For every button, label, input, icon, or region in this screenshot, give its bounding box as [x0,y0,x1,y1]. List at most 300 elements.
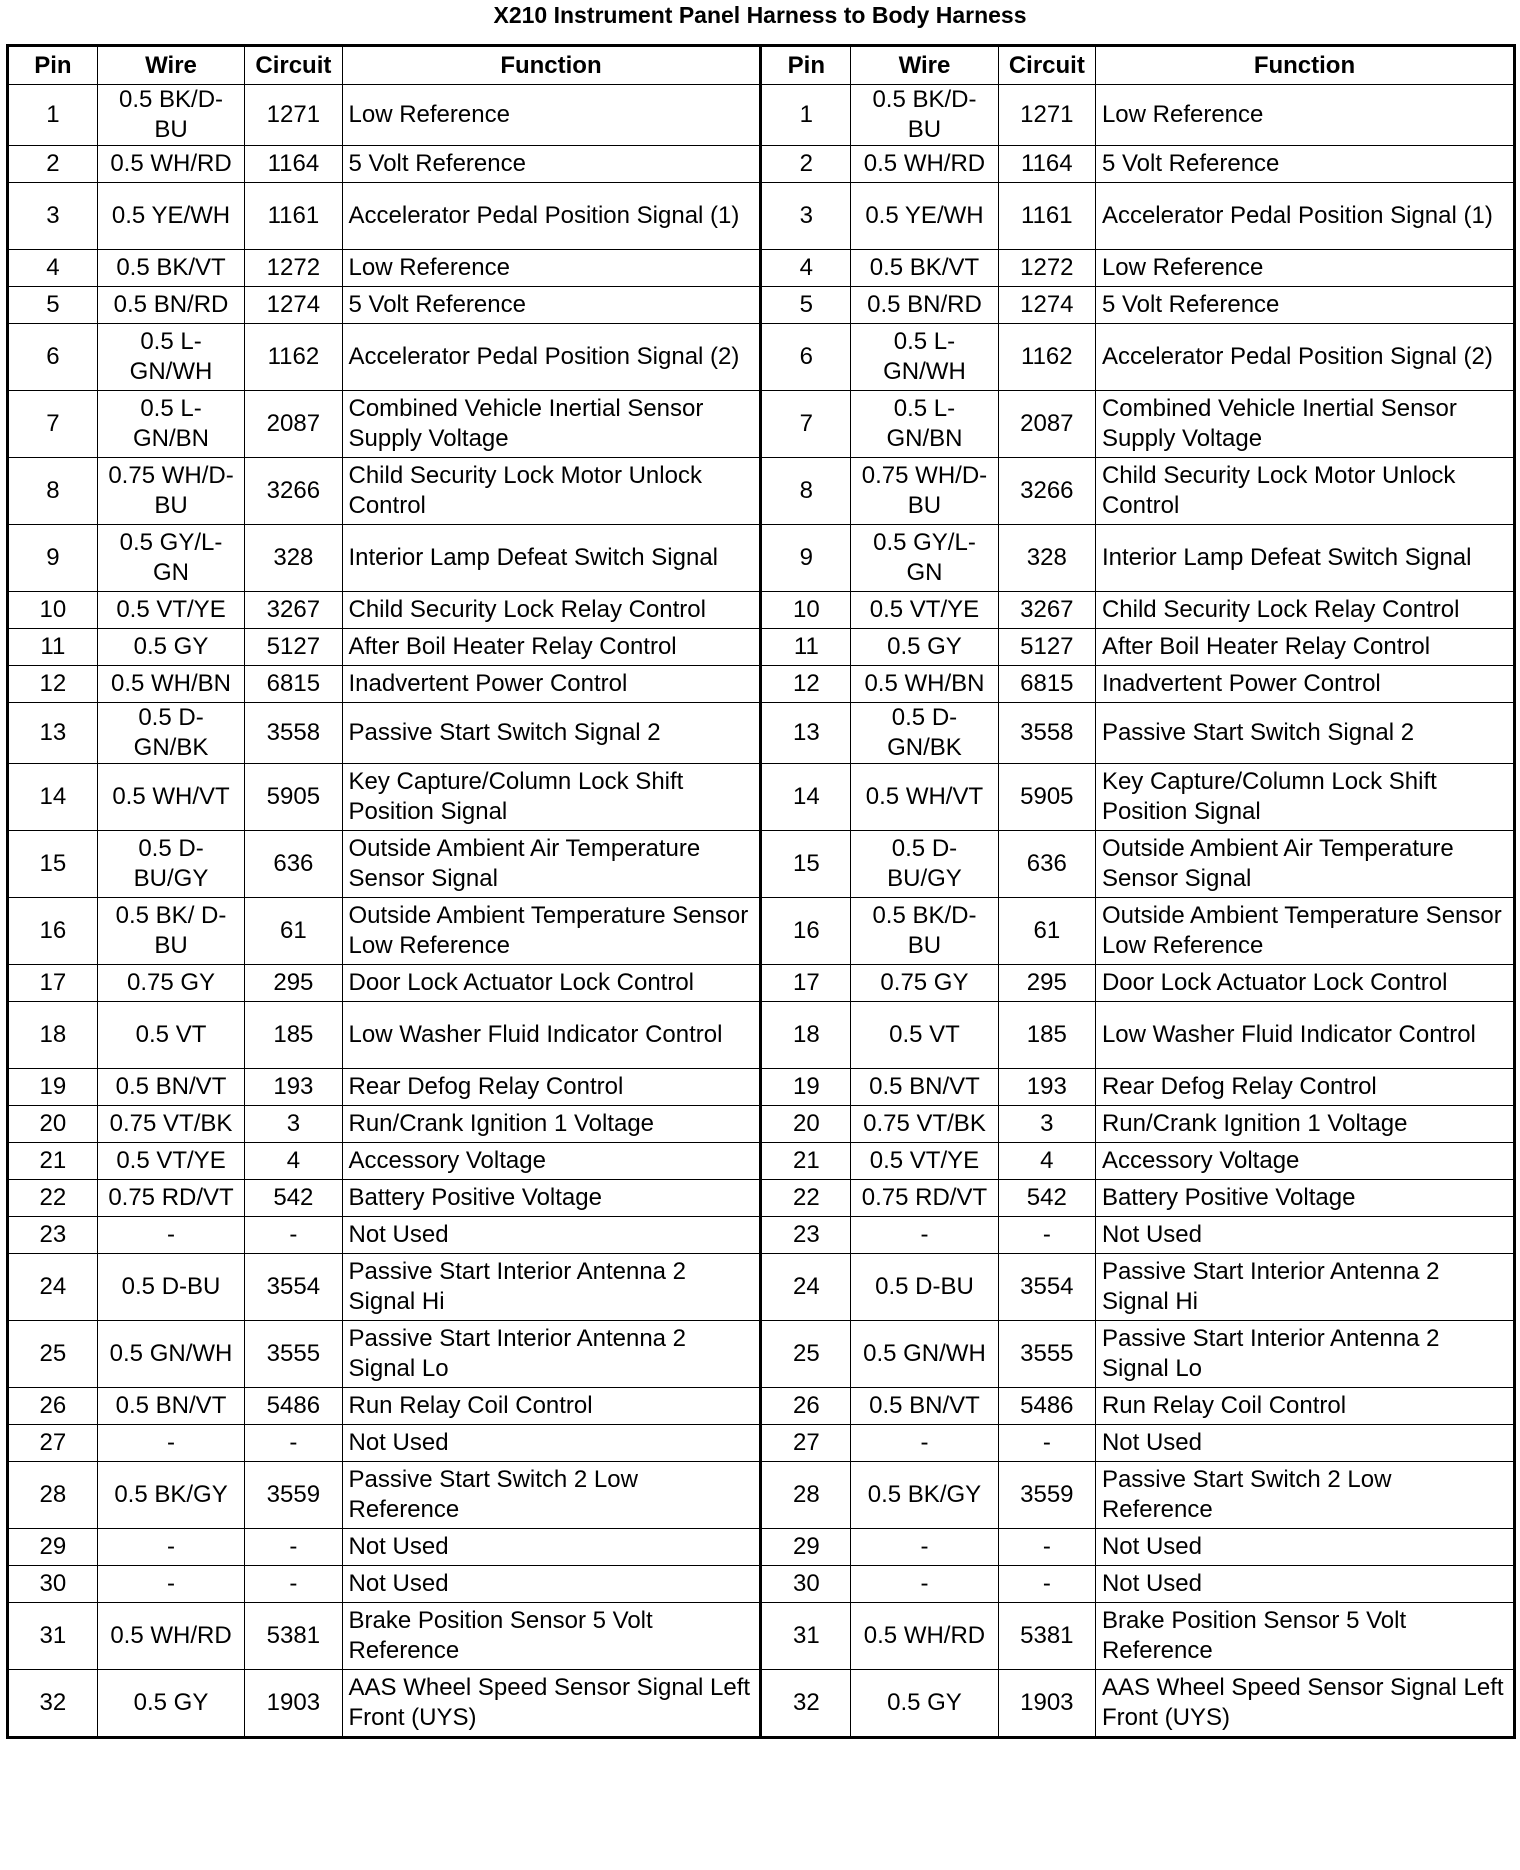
function-cell: Passive Start Interior Antenna 2 Signal Lo [1095,1321,1514,1388]
wire-cell: 0.5 VT [97,1002,244,1069]
pin-cell: 17 [8,965,98,1002]
circuit-cell: 3558 [245,703,342,764]
circuit-cell: 2087 [998,391,1095,458]
pin-cell: 11 [761,629,851,666]
wire-cell: 0.75 RD/VT [851,1180,998,1217]
circuit-cell: - [245,1529,342,1566]
pin-cell: 3 [761,183,851,250]
table-row [8,1106,1515,1143]
circuit-cell: 328 [998,525,1095,592]
table-row [8,965,1515,1002]
table-row [8,1529,1515,1566]
pin-cell: 5 [761,287,851,324]
circuit-cell: 1162 [998,324,1095,391]
pin-cell: 12 [761,666,851,703]
pin-cell: 18 [8,1002,98,1069]
table-row [8,1180,1515,1217]
table-row [8,391,1515,458]
header-wire: Wire [97,46,244,85]
circuit-cell: 193 [245,1069,342,1106]
pin-cell: 22 [8,1180,98,1217]
table-row [8,1462,1515,1529]
header-circuit: Circuit [998,46,1095,85]
wire-cell: 0.5 BK/VT [851,250,998,287]
pin-cell: 19 [8,1069,98,1106]
function-cell: Outside Ambient Air Temperature Sensor Signal [1095,831,1514,898]
function-cell: Accessory Voltage [1095,1143,1514,1180]
table-row [8,764,1515,831]
wire-cell: 0.5 YE/WH [97,183,244,250]
function-cell: Passive Start Interior Antenna 2 Signal Hi [1095,1254,1514,1321]
table-row [8,1143,1515,1180]
table-row [8,1425,1515,1462]
wire-cell: 0.5 WH/RD [97,146,244,183]
wire-cell: 0.5 VT/YE [851,592,998,629]
wire-cell: - [97,1425,244,1462]
wire-cell: 0.75 RD/VT [97,1180,244,1217]
function-cell: Passive Start Switch Signal 2 [1095,703,1514,764]
circuit-cell: 1162 [245,324,342,391]
function-cell: Low Reference [1095,85,1514,146]
table-row [8,629,1515,666]
table-row [8,1321,1515,1388]
circuit-cell: - [998,1217,1095,1254]
circuit-cell: 1274 [998,287,1095,324]
pin-cell: 31 [761,1603,851,1670]
wire-cell: 0.5 GY [851,629,998,666]
function-cell: AAS Wheel Speed Sensor Signal Left Front (UYS) [342,1670,761,1738]
function-cell: 5 Volt Reference [1095,287,1514,324]
pin-cell: 20 [761,1106,851,1143]
wire-cell: 0.75 GY [97,965,244,1002]
function-cell: Accelerator Pedal Position Signal (2) [342,324,761,391]
pin-cell: 6 [761,324,851,391]
table-row [8,1388,1515,1425]
pin-cell: 26 [8,1388,98,1425]
wire-cell: 0.5 VT/YE [97,1143,244,1180]
circuit-cell: 3559 [998,1462,1095,1529]
function-cell: Door Lock Actuator Lock Control [342,965,761,1002]
pin-cell: 26 [761,1388,851,1425]
pin-cell: 8 [761,458,851,525]
function-cell: Passive Start Switch 2 Low Reference [342,1462,761,1529]
wire-cell: - [97,1566,244,1603]
wire-cell: 0.5 D-BU/GY [851,831,998,898]
pin-cell: 24 [8,1254,98,1321]
pin-cell: 15 [761,831,851,898]
function-cell: Not Used [342,1529,761,1566]
circuit-cell: 1161 [998,183,1095,250]
pin-cell: 29 [8,1529,98,1566]
function-cell: Not Used [1095,1529,1514,1566]
pin-cell: 18 [761,1002,851,1069]
circuit-cell: 185 [998,1002,1095,1069]
pin-cell: 9 [8,525,98,592]
function-cell: Passive Start Interior Antenna 2 Signal Hi [342,1254,761,1321]
wire-cell: 0.75 GY [851,965,998,1002]
pin-cell: 4 [761,250,851,287]
wire-cell: 0.5 BN/VT [97,1388,244,1425]
table-row [8,703,1515,764]
pin-cell: 32 [761,1670,851,1738]
function-cell: Passive Start Switch 2 Low Reference [1095,1462,1514,1529]
wire-cell: - [851,1529,998,1566]
function-cell: Not Used [1095,1425,1514,1462]
wire-cell: 0.5 D-GN/BK [97,703,244,764]
pin-cell: 23 [8,1217,98,1254]
function-cell: Child Security Lock Relay Control [1095,592,1514,629]
wire-cell: 0.5 D-BU [97,1254,244,1321]
pin-cell: 30 [761,1566,851,1603]
pin-cell: 8 [8,458,98,525]
function-cell: After Boil Heater Relay Control [1095,629,1514,666]
pin-cell: 13 [8,703,98,764]
header-row [8,46,1515,85]
header-function: Function [1095,46,1514,85]
pinout-table [6,44,1516,1739]
wire-cell: - [97,1217,244,1254]
pin-cell: 20 [8,1106,98,1143]
header-pin: Pin [8,46,98,85]
table-row [8,898,1515,965]
wire-cell: 0.75 WH/D-BU [97,458,244,525]
pin-cell: 2 [761,146,851,183]
pin-cell: 32 [8,1670,98,1738]
function-cell: Battery Positive Voltage [1095,1180,1514,1217]
pin-cell: 25 [8,1321,98,1388]
table-row [8,1566,1515,1603]
circuit-cell: 3555 [998,1321,1095,1388]
circuit-cell: 3554 [998,1254,1095,1321]
pin-cell: 16 [761,898,851,965]
pin-cell: 14 [8,764,98,831]
circuit-cell: 1164 [245,146,342,183]
circuit-cell: 3558 [998,703,1095,764]
circuit-cell: 1164 [998,146,1095,183]
pin-cell: 31 [8,1603,98,1670]
function-cell: Accelerator Pedal Position Signal (1) [1095,183,1514,250]
function-cell: Outside Ambient Temperature Sensor Low Reference [342,898,761,965]
wire-cell: 0.5 D-GN/BK [851,703,998,764]
circuit-cell: 6815 [998,666,1095,703]
wire-cell: 0.5 BN/VT [97,1069,244,1106]
wire-cell: 0.5 WH/RD [851,146,998,183]
wire-cell: 0.5 BK/D-BU [851,898,998,965]
function-cell: Outside Ambient Temperature Sensor Low Reference [1095,898,1514,965]
function-cell: 5 Volt Reference [342,146,761,183]
circuit-cell: - [245,1566,342,1603]
table-row [8,1670,1515,1738]
function-cell: Child Security Lock Motor Unlock Control [342,458,761,525]
pin-cell: 28 [8,1462,98,1529]
circuit-cell: 61 [245,898,342,965]
function-cell: Rear Defog Relay Control [342,1069,761,1106]
wire-cell: 0.5 L-GN/BN [97,391,244,458]
wire-cell: 0.5 GN/WH [97,1321,244,1388]
circuit-cell: 4 [245,1143,342,1180]
page-title: X210 Instrument Panel Harness to Body Harness [493,2,1027,28]
function-cell: Brake Position Sensor 5 Volt Reference [342,1603,761,1670]
wire-cell: - [97,1529,244,1566]
table-row [8,250,1515,287]
table-row [8,458,1515,525]
circuit-cell: 1274 [245,287,342,324]
circuit-cell: 3267 [998,592,1095,629]
table-body [8,85,1515,1738]
circuit-cell: 3 [245,1106,342,1143]
pin-cell: 3 [8,183,98,250]
table-row [8,1254,1515,1321]
circuit-cell: 2087 [245,391,342,458]
pin-cell: 5 [8,287,98,324]
pin-cell: 30 [8,1566,98,1603]
circuit-cell: 61 [998,898,1095,965]
function-cell: Interior Lamp Defeat Switch Signal [1095,525,1514,592]
table-row [8,1002,1515,1069]
circuit-cell: 1903 [998,1670,1095,1738]
circuit-cell: 328 [245,525,342,592]
pin-cell: 12 [8,666,98,703]
circuit-cell: 5905 [998,764,1095,831]
circuit-cell: 295 [998,965,1095,1002]
function-cell: AAS Wheel Speed Sensor Signal Left Front (UYS) [1095,1670,1514,1738]
function-cell: Interior Lamp Defeat Switch Signal [342,525,761,592]
function-cell: Run/Crank Ignition 1 Voltage [342,1106,761,1143]
function-cell: Passive Start Interior Antenna 2 Signal Lo [342,1321,761,1388]
table-row [8,1603,1515,1670]
wire-cell: 0.5 L-GN/BN [851,391,998,458]
wire-cell: 0.5 WH/RD [97,1603,244,1670]
circuit-cell: 3266 [998,458,1095,525]
pin-cell: 22 [761,1180,851,1217]
function-cell: Run/Crank Ignition 1 Voltage [1095,1106,1514,1143]
function-cell: Accelerator Pedal Position Signal (2) [1095,324,1514,391]
function-cell: Not Used [1095,1217,1514,1254]
wire-cell: 0.5 BK/ D-BU [97,898,244,965]
function-cell: Accessory Voltage [342,1143,761,1180]
circuit-cell: 5381 [245,1603,342,1670]
wire-cell: 0.75 VT/BK [97,1106,244,1143]
wire-cell: 0.5 GY [851,1670,998,1738]
function-cell: Key Capture/Column Lock Shift Position Signal [1095,764,1514,831]
function-cell: Accelerator Pedal Position Signal (1) [342,183,761,250]
wire-cell: 0.5 L-GN/WH [851,324,998,391]
wire-cell: - [851,1425,998,1462]
wire-cell: 0.5 YE/WH [851,183,998,250]
function-cell: Combined Vehicle Inertial Sensor Supply Voltage [1095,391,1514,458]
wire-cell: 0.5 BK/VT [97,250,244,287]
function-cell: Not Used [1095,1566,1514,1603]
function-cell: Key Capture/Column Lock Shift Position Signal [342,764,761,831]
wire-cell: - [851,1566,998,1603]
circuit-cell: 1271 [245,85,342,146]
pin-cell: 24 [761,1254,851,1321]
function-cell: Brake Position Sensor 5 Volt Reference [1095,1603,1514,1670]
pin-cell: 1 [761,85,851,146]
circuit-cell: 3267 [245,592,342,629]
table-row [8,287,1515,324]
function-cell: Rear Defog Relay Control [1095,1069,1514,1106]
function-cell: Inadvertent Power Control [342,666,761,703]
table-row [8,324,1515,391]
function-cell: Low Washer Fluid Indicator Control [1095,1002,1514,1069]
pin-cell: 21 [761,1143,851,1180]
circuit-cell: 5486 [245,1388,342,1425]
function-cell: After Boil Heater Relay Control [342,629,761,666]
function-cell: 5 Volt Reference [1095,146,1514,183]
function-cell: Passive Start Switch Signal 2 [342,703,761,764]
function-cell: Child Security Lock Motor Unlock Control [1095,458,1514,525]
circuit-cell: 5905 [245,764,342,831]
function-cell: Run Relay Coil Control [1095,1388,1514,1425]
pin-cell: 27 [761,1425,851,1462]
table-row [8,1069,1515,1106]
circuit-cell: 542 [998,1180,1095,1217]
wire-cell: 0.5 WH/VT [97,764,244,831]
circuit-cell: - [998,1425,1095,1462]
circuit-cell: 1272 [998,250,1095,287]
pin-cell: 7 [8,391,98,458]
pin-cell: 27 [8,1425,98,1462]
circuit-cell: 1903 [245,1670,342,1738]
circuit-cell: 1272 [245,250,342,287]
wire-cell: 0.5 BK/D-BU [851,85,998,146]
pin-cell: 21 [8,1143,98,1180]
function-cell: Outside Ambient Air Temperature Sensor Signal [342,831,761,898]
pin-cell: 29 [761,1529,851,1566]
wire-cell: 0.5 BN/RD [851,287,998,324]
function-cell: Run Relay Coil Control [342,1388,761,1425]
header-function: Function [342,46,761,85]
function-cell: Not Used [342,1217,761,1254]
function-cell: Door Lock Actuator Lock Control [1095,965,1514,1002]
circuit-cell: 1161 [245,183,342,250]
header-pin: Pin [761,46,851,85]
function-cell: Low Reference [342,85,761,146]
pin-cell: 13 [761,703,851,764]
table-row [8,592,1515,629]
circuit-cell: 6815 [245,666,342,703]
pin-cell: 23 [761,1217,851,1254]
pin-cell: 11 [8,629,98,666]
circuit-cell: 636 [998,831,1095,898]
wire-cell: 0.5 BN/VT [851,1388,998,1425]
wire-cell: 0.5 WH/BN [97,666,244,703]
circuit-cell: 5127 [998,629,1095,666]
wire-cell: 0.5 BK/D-BU [97,85,244,146]
circuit-cell: 1271 [998,85,1095,146]
function-cell: Battery Positive Voltage [342,1180,761,1217]
wire-cell: 0.5 VT/YE [97,592,244,629]
wire-cell: 0.5 BK/GY [851,1462,998,1529]
function-cell: Inadvertent Power Control [1095,666,1514,703]
table-row [8,831,1515,898]
function-cell: Child Security Lock Relay Control [342,592,761,629]
pin-cell: 25 [761,1321,851,1388]
table-row [8,525,1515,592]
function-cell: Low Washer Fluid Indicator Control [342,1002,761,1069]
pin-cell: 10 [8,592,98,629]
circuit-cell: 3555 [245,1321,342,1388]
function-cell: Low Reference [342,250,761,287]
table-row [8,85,1515,146]
wire-cell: 0.5 GN/WH [851,1321,998,1388]
pin-cell: 4 [8,250,98,287]
circuit-cell: 185 [245,1002,342,1069]
table-row [8,666,1515,703]
circuit-cell: 636 [245,831,342,898]
header-wire: Wire [851,46,998,85]
pin-cell: 15 [8,831,98,898]
wire-cell: 0.5 GY [97,1670,244,1738]
circuit-cell: 5381 [998,1603,1095,1670]
wire-cell: 0.5 GY/L-GN [851,525,998,592]
pin-cell: 10 [761,592,851,629]
circuit-cell: - [245,1425,342,1462]
function-cell: Not Used [342,1566,761,1603]
wire-cell: 0.5 BN/RD [97,287,244,324]
wire-cell: 0.5 GY [97,629,244,666]
wire-cell: 0.5 D-BU [851,1254,998,1321]
pin-cell: 1 [8,85,98,146]
circuit-cell: 193 [998,1069,1095,1106]
circuit-cell: 4 [998,1143,1095,1180]
circuit-cell: 3 [998,1106,1095,1143]
wire-cell: 0.5 D-BU/GY [97,831,244,898]
function-cell: Combined Vehicle Inertial Sensor Supply Voltage [342,391,761,458]
circuit-cell: - [998,1566,1095,1603]
circuit-cell: - [245,1217,342,1254]
circuit-cell: - [998,1529,1095,1566]
wire-cell: 0.5 WH/RD [851,1603,998,1670]
circuit-cell: 3554 [245,1254,342,1321]
wire-cell: 0.5 VT/YE [851,1143,998,1180]
function-cell: 5 Volt Reference [342,287,761,324]
wire-cell: 0.5 BK/GY [97,1462,244,1529]
pin-cell: 14 [761,764,851,831]
circuit-cell: 3559 [245,1462,342,1529]
pin-cell: 19 [761,1069,851,1106]
function-cell: Not Used [342,1425,761,1462]
table-row [8,146,1515,183]
table-row [8,183,1515,250]
wire-cell: 0.5 BN/VT [851,1069,998,1106]
pin-cell: 17 [761,965,851,1002]
wire-cell: 0.5 WH/BN [851,666,998,703]
table-row [8,1217,1515,1254]
wire-cell: 0.75 VT/BK [851,1106,998,1143]
pin-cell: 6 [8,324,98,391]
pin-cell: 9 [761,525,851,592]
circuit-cell: 542 [245,1180,342,1217]
pin-cell: 28 [761,1462,851,1529]
function-cell: Low Reference [1095,250,1514,287]
pin-cell: 16 [8,898,98,965]
wire-cell: 0.5 WH/VT [851,764,998,831]
wire-cell: 0.5 VT [851,1002,998,1069]
pin-cell: 7 [761,391,851,458]
circuit-cell: 5127 [245,629,342,666]
circuit-cell: 295 [245,965,342,1002]
circuit-cell: 3266 [245,458,342,525]
wire-cell: - [851,1217,998,1254]
circuit-cell: 5486 [998,1388,1095,1425]
wire-cell: 0.75 WH/D-BU [851,458,998,525]
pin-cell: 2 [8,146,98,183]
wire-cell: 0.5 GY/L-GN [97,525,244,592]
wire-cell: 0.5 L-GN/WH [97,324,244,391]
header-circuit: Circuit [245,46,342,85]
